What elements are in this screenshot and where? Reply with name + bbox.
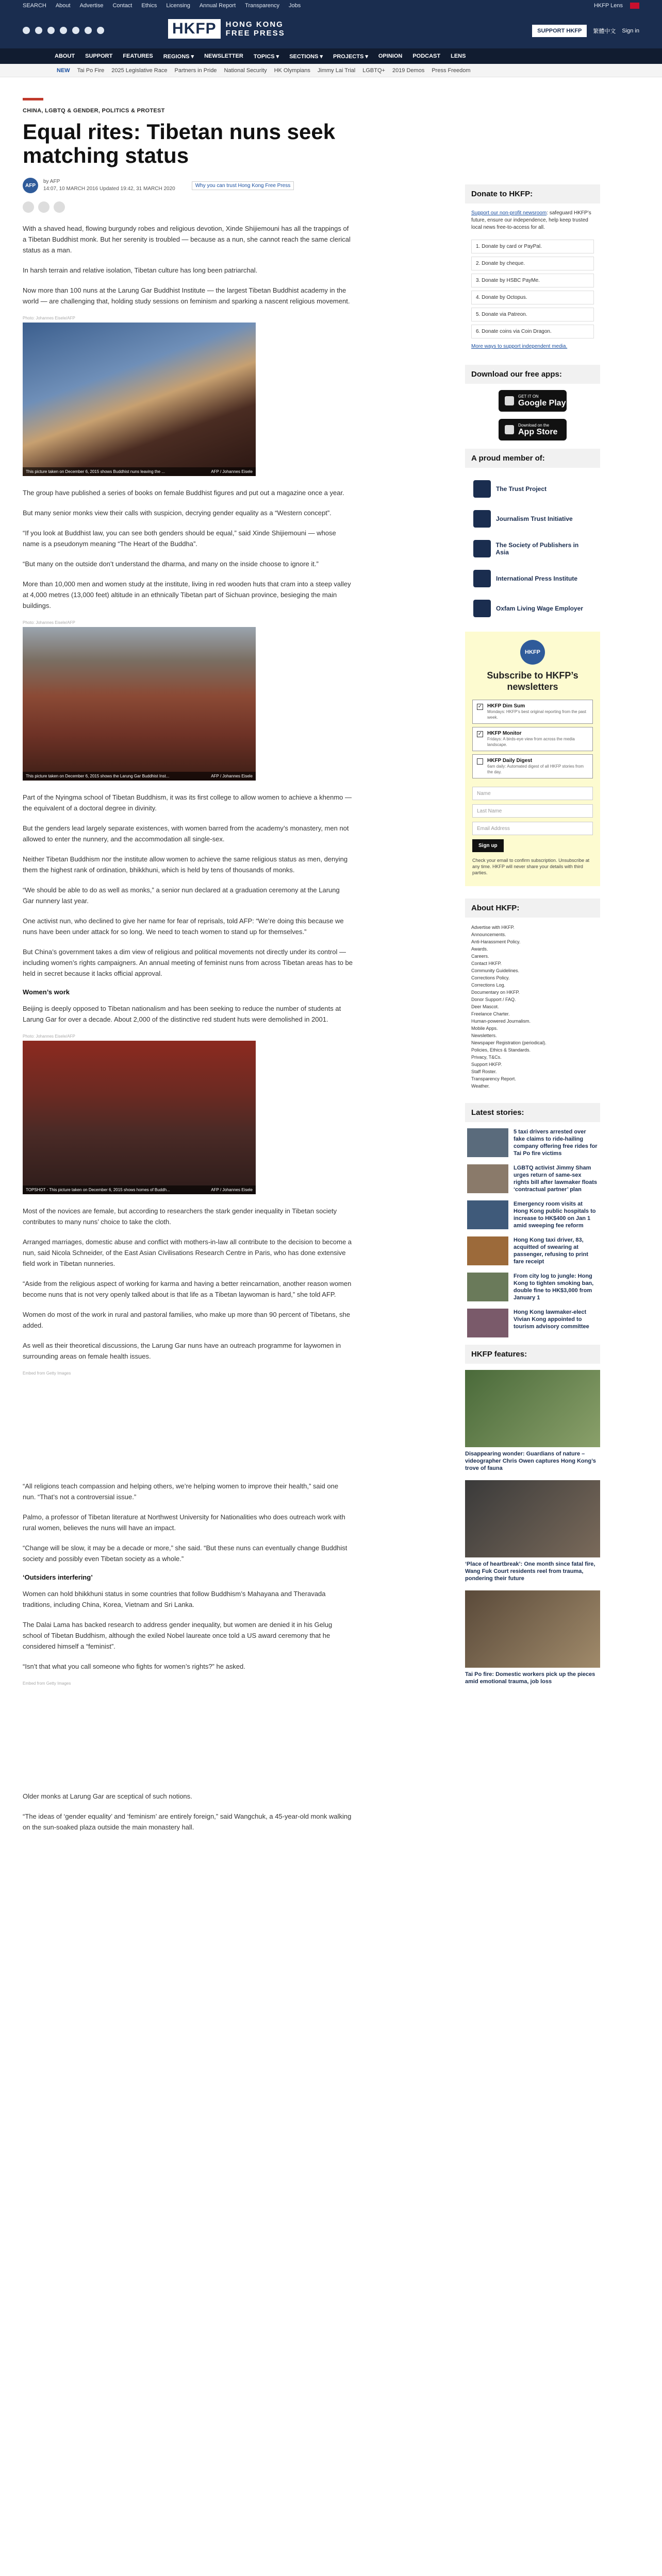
newsletter-note: Check your email to confirm subscription. Unsubscribe at any time. HKFP will never share your details with third parties. (472, 858, 590, 875)
option-title: HKFP Monitor (487, 731, 522, 736)
about-link[interactable]: Community Guidelines. (471, 968, 520, 973)
facebook-icon[interactable] (23, 27, 30, 34)
paragraph: “All religions teach compassion and helping others, we’re helping women to improve their health,” said one nun. “That’s not a controversial issue.” (23, 1482, 339, 1501)
paragraph: “Change will be slow, it may be a decade or more,” she said. “But these nuns can eventually change Buddhist society and possibly even Tibetan society as a whole.” (23, 1544, 347, 1563)
last-name-input[interactable]: Last Name (472, 804, 593, 818)
member-name: International Press Institute (496, 575, 578, 582)
member-name: Oxfam Living Wage Employer (496, 605, 583, 612)
latest-story[interactable] (465, 1200, 600, 1229)
support-button[interactable]: SUPPORT HKFP (532, 25, 587, 37)
paragraph: But many senior monks view their calls with suspicion, decrying gender equality as a “Western concept”. (23, 509, 332, 517)
story-thumbnail (467, 1128, 508, 1157)
member-name: The Trust Project (496, 485, 547, 493)
logo-mark: HKFP (168, 19, 221, 39)
about-link[interactable]: Donor Support / FAQ. (471, 997, 516, 1002)
article-photo-huts (23, 1041, 256, 1194)
jti-icon (473, 510, 491, 528)
subheading: ‘Outsiders interfering’ (23, 1573, 93, 1581)
feature-title: Disappearing wonder: Guardians of nature – videographer Chris Owen captures Hong Kong’s trove of fauna (465, 1451, 596, 1471)
member-name: Journalism Trust Initiative (496, 515, 573, 522)
topbar-contact[interactable]: Contact (112, 3, 133, 9)
sopa-icon (473, 540, 491, 557)
nav-about[interactable]: ABOUT (55, 53, 75, 59)
story-title: 5 taxi drivers arrested over fake claims to ride-hailing company offering free rides for Tai Po fire victims (514, 1129, 598, 1157)
features-heading: HKFP features: (465, 1345, 600, 1364)
latest-story[interactable] (465, 1273, 600, 1301)
story-title: Hong Kong lawmaker-elect Vivian Kong appointed to tourism advisory committee (514, 1309, 589, 1330)
youtube-icon[interactable] (60, 27, 67, 34)
paragraph: Arranged marriages, domestic abuse and conflict with mothers-in-law all contribute to the decision to become a nun, said Nicola Schneider, of the East Asian Civilisations Research Centre in Paris, who has done extensive field work in Tibetan nunneries. (23, 1238, 352, 1267)
about-link[interactable]: Advertise with HKFP. (471, 925, 515, 930)
paragraph: As well as their theoretical discussions, the Larung Gar nuns have an outreach programme for laywomen in surrounding areas on female health issues. (23, 1342, 341, 1360)
topbar-annual-report[interactable]: Annual Report (199, 3, 236, 9)
donate-option[interactable]: 1. Donate by card or PayPal. (471, 240, 594, 253)
article-photo-nuns (23, 323, 256, 476)
about-link[interactable]: Corrections Log. (471, 982, 506, 988)
about-link[interactable]: Contact HKFP. (471, 961, 502, 966)
nav-features[interactable]: FEATURES (123, 53, 153, 59)
rss-icon[interactable] (97, 27, 104, 34)
topbar-search[interactable]: SEARCH (23, 3, 46, 9)
story-thumbnail (467, 1164, 508, 1193)
trending-bar (0, 64, 662, 77)
about-link[interactable]: Staff Roster. (471, 1069, 497, 1074)
feature-story[interactable] (465, 1480, 600, 1582)
google-play-icon (505, 396, 514, 405)
logo-line-1: HONG KONG (225, 20, 284, 29)
about-link[interactable]: Deer Mascot. (471, 1004, 499, 1009)
google-play-button[interactable] (499, 390, 567, 412)
about-link[interactable]: Announcements. (471, 932, 506, 937)
donate-intro-link[interactable]: Support our non-profit newsroom (471, 210, 547, 216)
store-small: Download on the (518, 422, 550, 428)
app-store-button[interactable] (499, 419, 567, 440)
trust-project-icon (473, 480, 491, 498)
paragraph: Now more than 100 nuns at the Larung Gar Buddhist Institute — the largest Tibetan Buddhist academy in the world — are challenging that, holding study sessions on feminism and sparking a nascent religious movement. (23, 286, 350, 305)
topbar-right (594, 3, 639, 9)
newsletter-option[interactable] (472, 700, 593, 724)
sidebar (465, 184, 600, 1693)
topbar-transparency[interactable]: Transparency (245, 3, 279, 9)
paragraph: The group have published a series of books on female Buddhist figures and put out a magazine once a year. (23, 489, 344, 497)
about-link[interactable]: Support HKFP. (471, 1062, 502, 1067)
donate-options (465, 240, 600, 338)
photo-caption (23, 467, 256, 476)
nav-opinion[interactable]: OPINION (378, 53, 403, 59)
byline (23, 178, 353, 193)
accent-bar (23, 98, 43, 100)
about-link[interactable]: Privacy, T&Cs. (471, 1055, 502, 1060)
paragraph: Palmo, a professor of Tibetan literature at Northwest University for Nationalities who does outreach work with rural women, believes the nuns will have an impact. (23, 1513, 345, 1532)
paragraph: But China’s government takes a dim view of religious and political movements not directly under its control — including women’s rights campaigners. An annual meeting of feminist nuns from across Tibetan areas has to be held in secret because it lacks official approval. (23, 948, 353, 977)
feature-title: ‘Place of heartbreak’: One month since fatal fire, Wang Fuk Court residents reel from trauma, pondering their future (465, 1561, 595, 1582)
newsletter-option[interactable] (472, 754, 593, 778)
name-input[interactable]: Name (472, 787, 593, 800)
about-link[interactable]: Anti-Harassment Policy. (471, 939, 521, 944)
story-thumbnail (467, 1309, 508, 1337)
story-thumbnail (467, 1273, 508, 1301)
topbar-advertise[interactable]: Advertise (79, 3, 104, 9)
latest-story[interactable] (465, 1309, 600, 1337)
story-title: LGBTQ activist Jimmy Sham urges return of same-sex rights bill after lawmaker floats ‘contractual partner’ plan (514, 1165, 597, 1193)
paragraph: “Isn’t that what you call someone who fights for women’s rights?” he asked. (23, 1663, 245, 1670)
main-nav (0, 48, 662, 64)
topbar-licensing[interactable]: Licensing (166, 3, 190, 9)
share-email-icon[interactable] (54, 201, 65, 213)
paragraph: Women can hold bhikkhuni status in some countries that follow Buddhism’s Mahayana and Theravada traditions, including China, Korea, Vietnam and Sri Lanka. (23, 1590, 326, 1608)
photo-caption (23, 772, 256, 781)
nav-topics[interactable]: TOPICS ▾ (253, 53, 279, 60)
store-small: GET IT ON (518, 394, 539, 399)
photo-credit: Photo: Johannes Eisele/AFP (23, 316, 75, 320)
newsletter-checkbox[interactable] (477, 758, 483, 765)
topbar-ethics[interactable]: Ethics (141, 3, 157, 9)
feature-title: Tai Po fire: Domestic workers pick up the pieces amid emotional trauma, job loss (465, 1671, 595, 1685)
paragraph: “The ideas of ‘gender equality’ and ‘feminism’ are entirely foreign,” said Wangchuk, a 45-year-old monk walking on the sun-soaked plaza outside the main monastery hall. (23, 1812, 352, 1831)
trending-item[interactable]: Jimmy Lai Trial (317, 67, 356, 74)
photo-credit: Photo: Johannes Eisele/AFP (23, 1034, 75, 1039)
language-switch[interactable]: 繁體中文 (593, 28, 616, 35)
about-link[interactable]: Corrections Policy. (471, 975, 510, 980)
trending-item[interactable]: 2025 Legislative Race (111, 67, 168, 74)
nav-sections[interactable]: SECTIONS ▾ (289, 53, 323, 60)
member-logo[interactable] (465, 564, 600, 594)
paragraph: Women do most of the work in rural and pastoral families, who make up more than 90 percent of Tibetans, she added. (23, 1311, 350, 1329)
publish-dates: 14:07, 10 MARCH 2016 Updated 19:42, 31 MARCH 2020 (43, 186, 175, 192)
about-link[interactable]: Policies, Ethics & Standards. (471, 1047, 531, 1053)
caption-source: AFP / Johannes Eisele (211, 469, 253, 474)
more-ways-link[interactable]: More ways to support independent media. (471, 344, 568, 349)
paragraph: Neither Tibetan Buddhism nor the institute allow women to achieve the same religious status as men, denying them the highest rank of ordination, bhikkhuni, which is held by tens of thousands of monks. (23, 855, 348, 874)
photo-caption (23, 1185, 256, 1194)
about-link[interactable]: Weather. (471, 1083, 490, 1089)
member-logo[interactable] (465, 504, 600, 534)
paragraph: One activist nun, who declined to give her name for fear of reprisals, told AFP: “We’re doing this because we nuns have been under attack for so long. We need to teach women to stand up for themselves.” (23, 917, 344, 936)
donate-option[interactable]: 5. Donate via Patreon. (471, 308, 594, 321)
story-thumbnail (467, 1200, 508, 1229)
trending-item[interactable]: National Security (224, 67, 267, 74)
byline-meta (43, 178, 175, 193)
donate-option[interactable]: 3. Donate by HSBC PayMe. (471, 274, 594, 287)
donate-option[interactable]: 4. Donate by Octopus. (471, 291, 594, 304)
newsletter-logo: HKFP (520, 640, 545, 665)
latest-story[interactable] (465, 1164, 600, 1193)
paragraph: Part of the Nyingma school of Tibetan Buddhism, it was its first college to allow women to achieve a khenmo — the equivalent of a doctoral degree in divinity. (23, 793, 352, 812)
paragraph: But the genders lead largely separate existences, with women barred from the academy’s monastery, men not allowed to enter the nunnery, and the accommodation all single-sex. (23, 824, 349, 843)
newsletter-option[interactable] (472, 727, 593, 751)
article-title: Equal rites: Tibetan nuns seek matching status (23, 120, 336, 167)
trending-item[interactable]: Tai Po Fire (77, 67, 105, 74)
trending-item[interactable]: LGBTQ+ (362, 67, 385, 74)
about-link[interactable]: Freelance Charter. (471, 1011, 510, 1016)
newsletter-heading: Subscribe to HKFP’s newsletters (487, 670, 578, 692)
apple-icon (505, 425, 514, 434)
story-title: From city log to jungle: Hong Kong to tighten smoking ban, double fine to HK$3,000 from January 1 (514, 1273, 594, 1301)
signup-button[interactable]: Sign up (472, 839, 504, 852)
feature-image (465, 1480, 600, 1557)
header-actions (532, 25, 639, 37)
linkedin-icon[interactable] (72, 27, 79, 34)
new-label: NEW (57, 67, 70, 74)
member-logo[interactable] (465, 594, 600, 623)
article-categories[interactable]: CHINA, LGBTQ & GENDER, POLITICS & PROTEST (23, 108, 165, 114)
member-logo[interactable] (465, 474, 600, 504)
nav-podcast[interactable]: PODCAST (412, 53, 441, 59)
embed-credit: Embed from Getty Images (23, 1371, 71, 1376)
caption-source: AFP / Johannes Eisele (211, 774, 253, 778)
topbar-about[interactable]: About (55, 3, 71, 9)
feature-image (465, 1370, 600, 1447)
author-name[interactable]: by AFP (43, 179, 60, 184)
newsletter-box (465, 632, 600, 886)
nav-lens[interactable]: LENS (451, 53, 466, 59)
newsletter-checkbox[interactable]: ✓ (477, 731, 483, 737)
paragraph: More than 10,000 men and women study at the institute, living in red wooden huts that cram into a steep valley at 4,000 metres (13,000 feet) altitude in an ethnically Tibetan part of Sichuan province, besieging the main buildings. (23, 580, 351, 609)
story-title: Emergency room visits at Hong Kong public hospitals to increase to HK$400 on Jan 1 amid sweeping fee reform (514, 1201, 596, 1229)
instagram-icon[interactable] (47, 27, 55, 34)
spacer (472, 782, 593, 787)
oxfam-icon (473, 600, 491, 617)
about-link[interactable]: Documentary on HKFP. (471, 990, 520, 995)
share-buttons (23, 201, 353, 213)
caption-text: TOPSHOT - This picture taken on December 6, 2015 shows homes of Buddh... (26, 1188, 170, 1192)
donate-intro-text: : safeguard HKFP’s future, ensure our independence, help keep trusted local news free-to-access for all. (471, 210, 591, 230)
social-links (23, 27, 104, 34)
about-heading: About HKFP: (465, 899, 600, 918)
member-logo[interactable] (465, 534, 600, 564)
story-thumbnail (467, 1236, 508, 1265)
site-logo[interactable] (168, 19, 285, 39)
article (23, 98, 353, 1842)
paragraph: In harsh terrain and relative isolation, Tibetan culture has long been patriarchal. (23, 266, 258, 274)
donate-heading: Donate to HKFP: (465, 184, 600, 204)
feature-image (465, 1590, 600, 1668)
trending-item[interactable]: 2019 Demos (392, 67, 425, 74)
trending-item[interactable]: Press Freedom (432, 67, 471, 74)
option-desc: Fridays: A birds-eye view from across the media landscape. (487, 737, 575, 747)
about-link[interactable]: Awards. (471, 946, 488, 952)
trust-link[interactable]: Why you can trust Hong Kong Free Press (192, 181, 294, 190)
nav-support[interactable]: SUPPORT (85, 53, 113, 59)
about-link[interactable]: Mobile Apps. (471, 1026, 498, 1031)
story-title: Hong Kong taxi driver, 83, acquitted of swearing at passenger, refusing to print fare receipt (514, 1237, 588, 1265)
subheading: Women’s work (23, 988, 70, 996)
email-input[interactable]: Email Address (472, 822, 593, 835)
logo-wordmark (226, 20, 285, 38)
caption-source: AFP / Johannes Eisele (211, 1188, 253, 1192)
paragraph: The Dalai Lama has backed research to address gender inequality, but women are denied it in his Gelug school of Tibetan Buddhism, although the exiled Nobel laureate once told a US award ceremony that he considered himself a “feminist”. (23, 1621, 333, 1650)
newsletter-checkbox[interactable]: ✓ (477, 704, 483, 709)
twitter-icon[interactable] (35, 27, 42, 34)
topbar-lens[interactable]: HKFP Lens (593, 3, 623, 9)
paragraph: “If you look at Buddhist law, you can see both genders should be equal,” said Xinde Shijiemouni — whose name is a pseudonym meaning “The Heart of the Buddha”. (23, 529, 336, 548)
share-twitter-icon[interactable] (38, 201, 49, 213)
paragraph: Beijing is deeply opposed to Tibetan nationalism and has been seeking to reduce the number of students at Larung Gar for over a decade. About 2,000 of the distinctive red student huts were demolished in 2001. (23, 1005, 341, 1023)
telegram-icon[interactable] (85, 27, 92, 34)
share-facebook-icon[interactable] (23, 201, 34, 213)
donate-intro (465, 210, 600, 231)
top-utility-bar (0, 0, 662, 11)
about-link[interactable]: Human-powered Journalism. (471, 1019, 531, 1024)
paragraph: “We should be able to do as well as monks,” a senior nun declared at a graduation ceremony at the Larung Gar nunnery last year. (23, 886, 340, 905)
site-header (0, 11, 662, 48)
author-avatar: AFP (23, 178, 38, 193)
latest-story[interactable] (465, 1128, 600, 1157)
store-large: App Store (518, 427, 558, 436)
about-link[interactable]: Newsletters. (471, 1033, 497, 1038)
nav-projects[interactable]: PROJECTS ▾ (333, 53, 368, 60)
flag-icon (630, 3, 639, 9)
paragraph: “But many on the outside don’t understand the dharma, and many on the inside choose to ignore it.” (23, 560, 319, 568)
signin-link[interactable]: Sign in (622, 28, 639, 34)
option-title: HKFP Daily Digest (487, 758, 533, 764)
nav-newsletter[interactable]: NEWSLETTER (204, 53, 243, 59)
paragraph: With a shaved head, flowing burgundy robes and religious devotion, Xinde Shijiemouni has all the trappings of a Tibetan Buddhist monk. But her serenity is troubled — because as a nun, she cannot reach the same clerical status as a man. (23, 225, 351, 254)
about-links (465, 924, 600, 1090)
paragraph: Older monks at Larung Gar are sceptical of such notions. (23, 1792, 192, 1800)
paragraph: “Aside from the religious aspect of working for karma and having a better reincarnation, another reason women become nuns that is not very openly talked about is that life as a Tibetan laywoman is hard,” she told AFP. (23, 1280, 352, 1298)
latest-heading: Latest stories: (465, 1103, 600, 1122)
about-link[interactable]: Careers. (471, 954, 489, 959)
ipi-icon (473, 570, 491, 587)
embed-placeholder (23, 1378, 256, 1481)
embed-placeholder (23, 1688, 256, 1791)
paragraph: Most of the novices are female, but according to researchers the stark gender inequality in Tibetan society contributes to many nuns’ choice to take the cloth. (23, 1207, 337, 1226)
option-desc: Mondays: HKFP’s best original reporting from the past week. (487, 709, 586, 720)
about-link[interactable]: Newspaper Registration (periodical). (471, 1040, 547, 1045)
feature-story[interactable] (465, 1370, 600, 1472)
donate-option[interactable]: 2. Donate by cheque. (471, 257, 594, 270)
logo-line-2: FREE PRESS (225, 29, 285, 38)
embed-credit: Embed from Getty Images (23, 1681, 71, 1686)
article-photo-valley (23, 627, 256, 781)
apps-heading: Download our free apps: (465, 365, 600, 384)
store-large: Google Play (518, 398, 566, 408)
option-title: HKFP Dim Sum (487, 703, 525, 709)
member-name: The Society of Publishers in Asia (495, 541, 579, 556)
caption-text: This picture taken on December 6, 2015 shows the Larung Gar Buddhist Inst... (26, 774, 170, 778)
donate-option[interactable]: 6. Donate coins via Coin Dragon. (471, 325, 594, 338)
nav-regions[interactable]: REGIONS ▾ (163, 53, 194, 60)
member-heading: A proud member of: (465, 449, 600, 468)
topbar-jobs[interactable]: Jobs (289, 3, 301, 9)
feature-story[interactable] (465, 1590, 600, 1685)
latest-story[interactable] (465, 1236, 600, 1265)
trending-item[interactable]: HK Olympians (274, 67, 310, 74)
photo-credit: Photo: Johannes Eisele/AFP (23, 620, 75, 625)
trending-item[interactable]: Partners in Pride (174, 67, 217, 74)
about-link[interactable]: Transparency Report. (471, 1076, 516, 1081)
caption-text: This picture taken on December 6, 2015 shows Buddhist nuns leaving the ... (26, 469, 165, 474)
option-desc: 6am daily: Automated digest of all HKFP stories from the day. (487, 764, 584, 774)
